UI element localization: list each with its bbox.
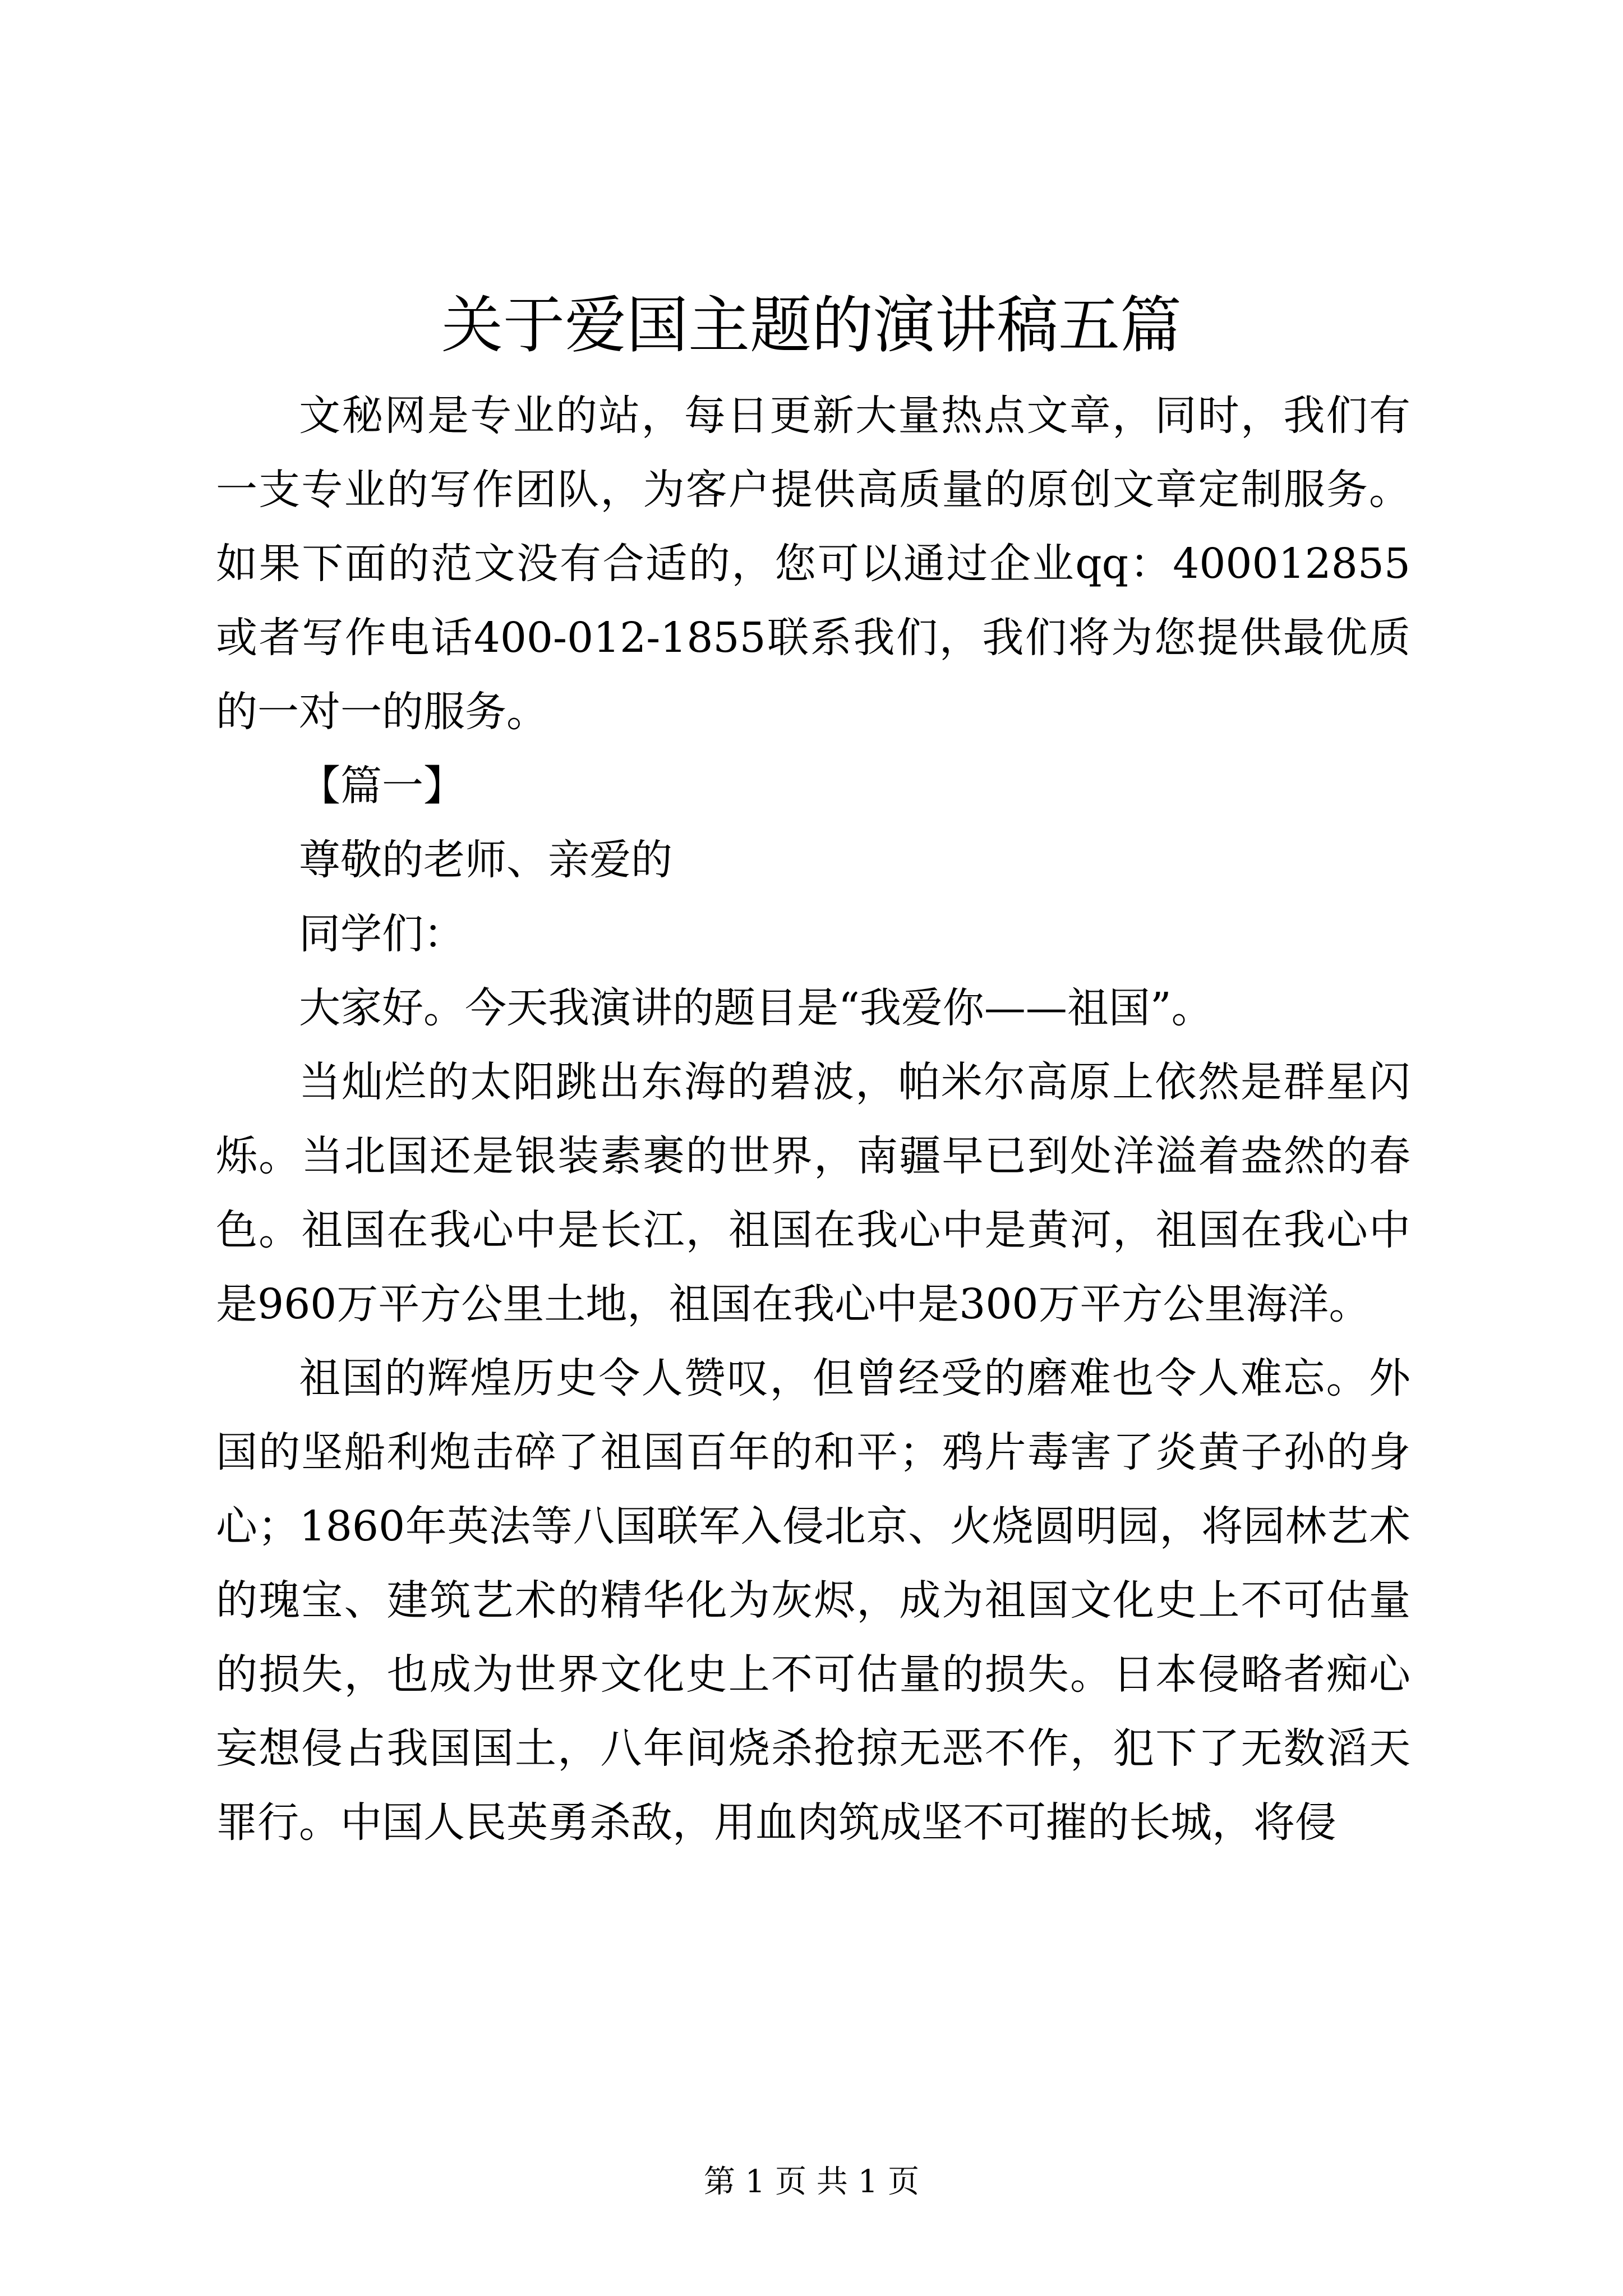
salutation-line: 尊敬的老师、亲爱的 [299,836,672,884]
document-body [216,379,1410,1860]
salutation-line: 同学们： [299,910,465,958]
body-paragraph: 当灿烂的太阳跳出东海的碧波，帕米尔高原上依然是群星闪烁。当北国还是银装素裹的世界，南疆早已到处洋溢着盎然的春色。祖国在我心中是长江，祖国在我心中是黄河，祖国在我心中是960万平方公里土地，祖国在我心中是300万平方公里海洋。 [216,1058,1410,1328]
section-heading: 【篇一】 [299,762,465,810]
document-title: 关于爱国主题的演讲稿五篇 [441,289,1182,361]
page-footer: 第 1 页 共 1 页 [703,2164,920,2200]
intro-paragraph: 文秘网是专业的站，每日更新大量热点文章，同时，我们有一支专业的写作团队，为客户提供高质量的原创文章定制服务。如果下面的范文没有合适的，您可以通过企业qq：400012855或者写作电话400-012-1855联系我们，我们将为您提供最优质的一对一的服务。 [216,392,1410,736]
body-paragraph: 祖国的辉煌历史令人赞叹，但曾经受的磨难也令人难忘。外国的坚船利炮击碎了祖国百年的和平；鸦片毒害了炎黄子孙的身心；1860年英法等八国联军入侵北京、火烧圆明园，将园林艺术的瑰宝、建筑艺术的精华化为灰烬，成为祖国文化史上不可估量的损失，也成为世界文化史上不可估量的损失。日本侵略者痴心妄想侵占我国国土，八年间烧杀抢掠无恶不作，犯下了无数滔天罪行。中国人民英勇杀敌，用血肉筑成坚不可摧的长城，将侵 [216,1354,1410,1847]
body-paragraph: 大家好。今天我演讲的题目是“我爱你——祖国”。 [299,984,1213,1032]
